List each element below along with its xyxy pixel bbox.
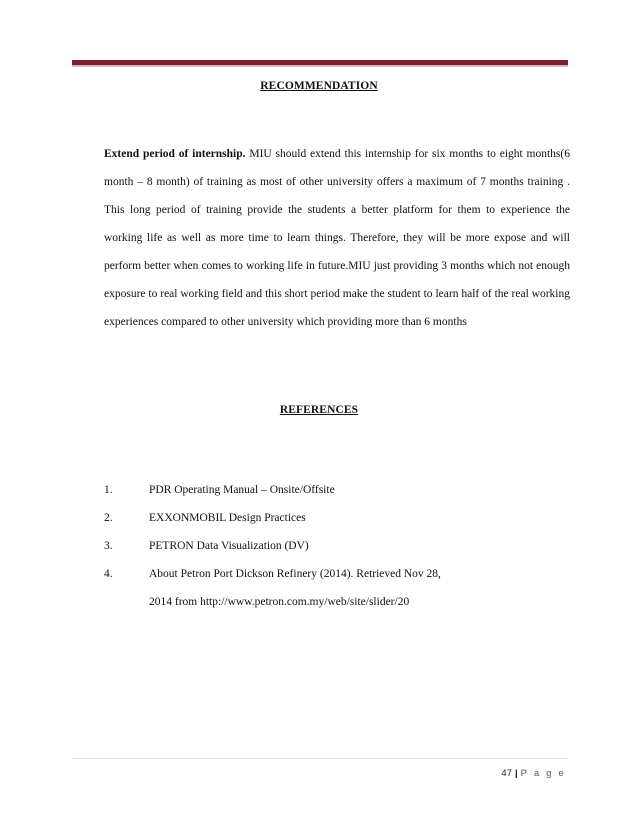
reference-item-4	[104, 564, 570, 592]
recommendation-body: MIU should extend this internship for six months to eight months(6 month – 8 month) of training as most of other university offers a maximum of 7 months training . This long period of training provide the students a better platform for them to experience the working life as well as more time to learn things. Therefore, they will be more expose and will perform better when comes to working life in future.MIU just providing 3 months which not enough exposure to real working field and this short period make the student to learn half of the real working experiences compared to other university which providing more than 6 months	[104, 148, 570, 328]
reference-text: About Petron Port Dickson Refinery (2014). Retrieved Nov 28,	[149, 568, 441, 580]
references-heading: REFERENCES	[279, 404, 359, 416]
recommendation-lead: Extend period of internship.	[104, 148, 246, 160]
reference-number: 4.	[104, 568, 113, 580]
reference-item-2	[104, 508, 570, 536]
reference-continuation: 2014 from http://www.petron.com.my/web/site/slider/20	[149, 596, 410, 608]
reference-text: EXXONMOBIL Design Practices	[149, 512, 306, 524]
page-number: 47	[501, 768, 512, 779]
reference-number: 1.	[104, 484, 113, 496]
recommendation-paragraph	[104, 140, 570, 336]
footer-separator: |	[514, 768, 518, 779]
footer-rule	[72, 758, 568, 759]
recommendation-heading: RECOMMENDATION	[260, 80, 378, 92]
header-rule	[72, 60, 568, 67]
page-word: P a g e	[520, 768, 566, 779]
reference-item-4-continuation	[104, 592, 570, 620]
reference-item-3	[104, 536, 570, 564]
reference-number: 2.	[104, 512, 113, 524]
reference-number: 3.	[104, 540, 113, 552]
page-footer	[501, 768, 566, 779]
reference-text: PETRON Data Visualization (DV)	[149, 540, 309, 552]
reference-text: PDR Operating Manual – Onsite/Offsite	[149, 484, 335, 496]
references-list	[104, 480, 570, 620]
reference-item-1	[104, 480, 570, 508]
